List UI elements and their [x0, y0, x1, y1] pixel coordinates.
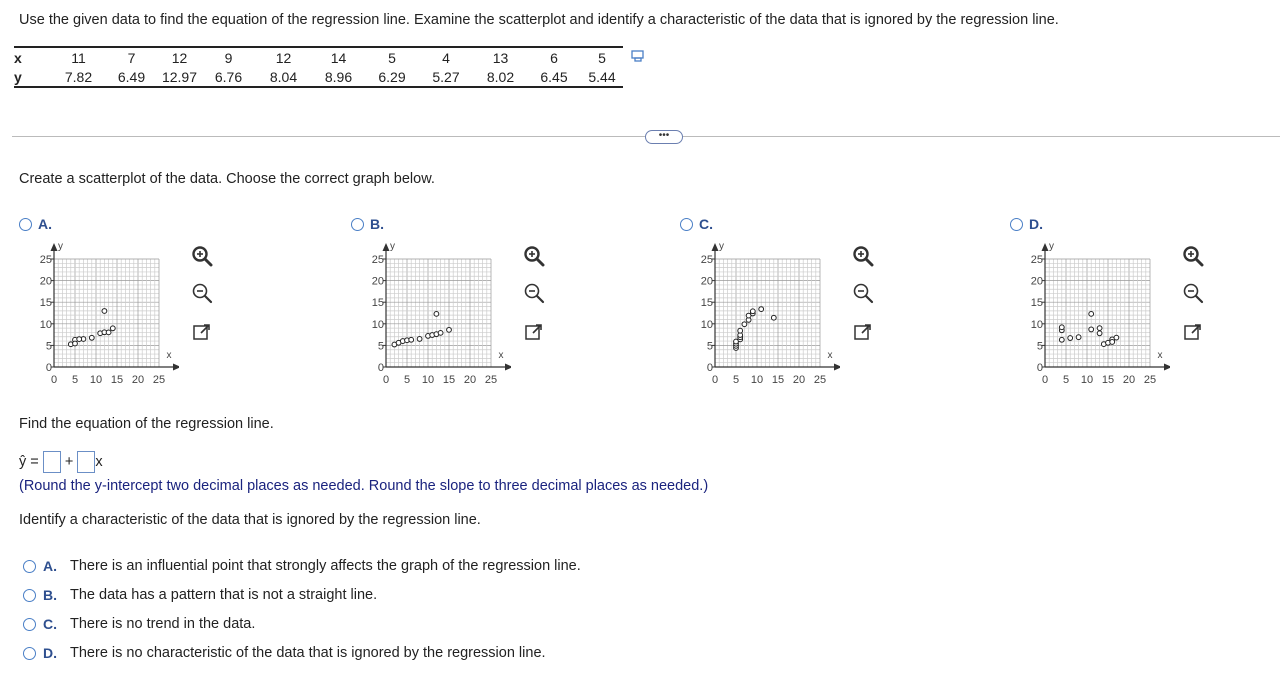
- data-point: [417, 337, 422, 342]
- option-text: The data has a pattern that is not a straight line.: [70, 587, 378, 603]
- question-text: Use the given data to find the equation of the regression line. Examine the scatterplot and identify a characteristic of the data that is ignored by the regression line.: [19, 12, 1059, 28]
- x-value: 12: [256, 47, 311, 67]
- option-letter: B.: [370, 216, 384, 232]
- x-axis-label: x: [166, 350, 172, 361]
- y-tick-label: 5: [1036, 340, 1043, 353]
- y-axis-label: y: [719, 241, 724, 252]
- y-value: 8.04: [256, 67, 311, 87]
- zoom-in-icon[interactable]: [191, 245, 213, 267]
- x-value: 6: [527, 47, 581, 67]
- zoom-out-icon[interactable]: [191, 282, 213, 304]
- x-tick-label: 20: [792, 374, 806, 386]
- x-tick-label: 0: [1041, 374, 1049, 386]
- y-value: 8.02: [474, 67, 527, 87]
- y-tick-label: 15: [371, 297, 384, 310]
- y-tick-label: 0: [45, 362, 52, 374]
- x-value: 11: [52, 47, 105, 67]
- option-letter: D.: [1029, 216, 1043, 232]
- radio-button[interactable]: [351, 218, 364, 231]
- data-point: [1097, 326, 1102, 331]
- y-value: 6.45: [527, 67, 581, 87]
- find-regression-text: Find the equation of the regression line.: [19, 416, 274, 432]
- y-tick-label: 20: [700, 275, 713, 288]
- x-label: x: [14, 47, 52, 67]
- zoom-in-icon[interactable]: [1182, 245, 1204, 267]
- data-point: [89, 335, 94, 340]
- data-point: [102, 309, 107, 314]
- data-point: [438, 330, 443, 335]
- data-table: [14, 46, 623, 88]
- scatterplot: [680, 237, 840, 412]
- x-tick-label: 0: [711, 374, 719, 386]
- option-text: There is an influential point that strongly affects the graph of the regression line.: [70, 558, 581, 574]
- data-point: [77, 337, 82, 342]
- option-letter: C.: [43, 616, 57, 632]
- x-value: 9: [201, 47, 256, 67]
- x-tick-label: 5: [1062, 374, 1070, 386]
- y-value: 12.97: [158, 67, 201, 87]
- x-tick-label: 5: [732, 374, 740, 386]
- data-point: [759, 307, 764, 312]
- x-tick-label: 10: [421, 374, 435, 386]
- y-value: 6.49: [105, 67, 158, 87]
- radio-button[interactable]: [23, 618, 36, 631]
- data-point: [1076, 335, 1081, 340]
- popout-icon[interactable]: [523, 321, 545, 343]
- x-axis-label: x: [498, 350, 504, 361]
- radio-button[interactable]: [23, 560, 36, 573]
- x-tick-label: 15: [110, 374, 124, 386]
- expand-table-icon[interactable]: [631, 50, 645, 62]
- y-tick-label: 5: [45, 340, 52, 353]
- data-point: [409, 337, 414, 342]
- y-value: 6.29: [366, 67, 418, 87]
- y-tick-label: 5: [377, 340, 384, 353]
- data-point: [742, 322, 747, 327]
- y-tick-label: 10: [700, 318, 713, 331]
- y-tick-label: 25: [371, 254, 384, 266]
- data-point: [1089, 311, 1094, 316]
- zoom-in-icon[interactable]: [523, 245, 545, 267]
- option-letter: C.: [699, 216, 713, 232]
- zoom-out-icon[interactable]: [1182, 282, 1204, 304]
- data-point: [447, 327, 452, 332]
- option-letter: A.: [43, 558, 57, 574]
- scatterplot: [19, 237, 179, 412]
- y-hat-label: ŷ =: [19, 453, 39, 470]
- y-label: y: [14, 67, 52, 87]
- x-tick-label: 20: [1122, 374, 1136, 386]
- x-tick-label: 10: [89, 374, 103, 386]
- radio-button[interactable]: [680, 218, 693, 231]
- data-point: [1114, 335, 1119, 340]
- data-point: [771, 315, 776, 320]
- y-value: 6.76: [201, 67, 256, 87]
- radio-button[interactable]: [23, 647, 36, 660]
- scatterplot: [351, 237, 511, 412]
- x-value: 14: [311, 47, 366, 67]
- data-point: [73, 341, 78, 346]
- regression-equation: [19, 451, 103, 475]
- radio-button[interactable]: [1010, 218, 1023, 231]
- x-tick-label: 0: [382, 374, 390, 386]
- y-value: 5.44: [581, 67, 623, 87]
- y-tick-label: 20: [39, 275, 52, 288]
- y-axis-label: y: [1049, 241, 1054, 252]
- y-tick-label: 15: [39, 297, 52, 310]
- y-tick-label: 25: [39, 254, 52, 266]
- x-tick-label: 15: [771, 374, 785, 386]
- x-value: 12: [158, 47, 201, 67]
- x-axis-label: x: [827, 350, 833, 361]
- x-tick-label: 10: [1080, 374, 1094, 386]
- x-axis-label: x: [1157, 350, 1163, 361]
- y-tick-label: 25: [1030, 254, 1043, 266]
- y-tick-label: 10: [1030, 318, 1043, 331]
- x-value: 4: [418, 47, 474, 67]
- rounding-note: (Round the y-intercept two decimal places as needed. Round the slope to three decimal places as needed.): [19, 478, 709, 494]
- data-point: [434, 311, 439, 316]
- x-tick-label: 25: [1143, 374, 1157, 386]
- x-tick-label: 25: [813, 374, 827, 386]
- zoom-out-icon[interactable]: [523, 282, 545, 304]
- popout-icon[interactable]: [852, 321, 874, 343]
- option-letter: D.: [43, 645, 57, 661]
- popout-icon[interactable]: [1182, 321, 1204, 343]
- y-tick-label: 10: [39, 318, 52, 331]
- y-tick-label: 0: [706, 362, 713, 374]
- intercept-input[interactable]: [43, 451, 61, 473]
- data-point: [1110, 340, 1115, 345]
- zoom-in-icon[interactable]: [852, 245, 874, 267]
- data-point: [738, 328, 743, 333]
- scatterplot: [1010, 237, 1170, 412]
- y-axis-label: y: [58, 241, 63, 252]
- y-tick-label: 0: [1036, 362, 1043, 374]
- data-point: [750, 309, 755, 314]
- x-tick-label: 20: [463, 374, 477, 386]
- option-letter: B.: [43, 587, 57, 603]
- x-tick-label: 0: [50, 374, 58, 386]
- option-text: There is no trend in the data.: [70, 616, 256, 632]
- data-point: [1059, 325, 1064, 330]
- x-value: 13: [474, 47, 527, 67]
- y-tick-label: 20: [1030, 275, 1043, 288]
- x-tick-label: 10: [750, 374, 764, 386]
- y-tick-label: 15: [700, 297, 713, 310]
- zoom-out-icon[interactable]: [852, 282, 874, 304]
- x-tick-label: 20: [131, 374, 145, 386]
- x-tick-label: 15: [1101, 374, 1115, 386]
- data-point: [1059, 337, 1064, 342]
- x-tick-label: 25: [484, 374, 498, 386]
- slope-input[interactable]: [77, 451, 95, 473]
- y-axis-label: y: [390, 241, 395, 252]
- option-text: There is no characteristic of the data that is ignored by the regression line.: [70, 645, 546, 661]
- popout-icon[interactable]: [191, 321, 213, 343]
- data-point: [1089, 327, 1094, 332]
- data-point: [106, 330, 111, 335]
- identify-text: Identify a characteristic of the data that is ignored by the regression line.: [19, 512, 481, 528]
- x-tick-label: 15: [442, 374, 456, 386]
- x-variable: x: [95, 453, 103, 470]
- data-point: [1068, 336, 1073, 341]
- more-button[interactable]: •••: [645, 130, 683, 144]
- y-tick-label: 15: [1030, 297, 1043, 310]
- option-letter: A.: [38, 216, 52, 232]
- data-point: [110, 326, 115, 331]
- radio-button[interactable]: [23, 589, 36, 602]
- x-tick-label: 5: [71, 374, 79, 386]
- x-value: 5: [581, 47, 623, 67]
- plus-sign: +: [64, 453, 74, 470]
- y-tick-label: 10: [371, 318, 384, 331]
- y-tick-label: 0: [377, 362, 384, 374]
- x-tick-label: 25: [152, 374, 166, 386]
- y-value: 7.82: [52, 67, 105, 87]
- x-tick-label: 5: [403, 374, 411, 386]
- y-value: 5.27: [418, 67, 474, 87]
- y-tick-label: 25: [700, 254, 713, 266]
- x-value: 5: [366, 47, 418, 67]
- y-tick-label: 5: [706, 340, 713, 353]
- radio-button[interactable]: [19, 218, 32, 231]
- y-value: 8.96: [311, 67, 366, 87]
- scatter-instruction: Create a scatterplot of the data. Choose the correct graph below.: [19, 171, 435, 187]
- y-tick-label: 20: [371, 275, 384, 288]
- data-point: [1097, 331, 1102, 336]
- x-value: 7: [105, 47, 158, 67]
